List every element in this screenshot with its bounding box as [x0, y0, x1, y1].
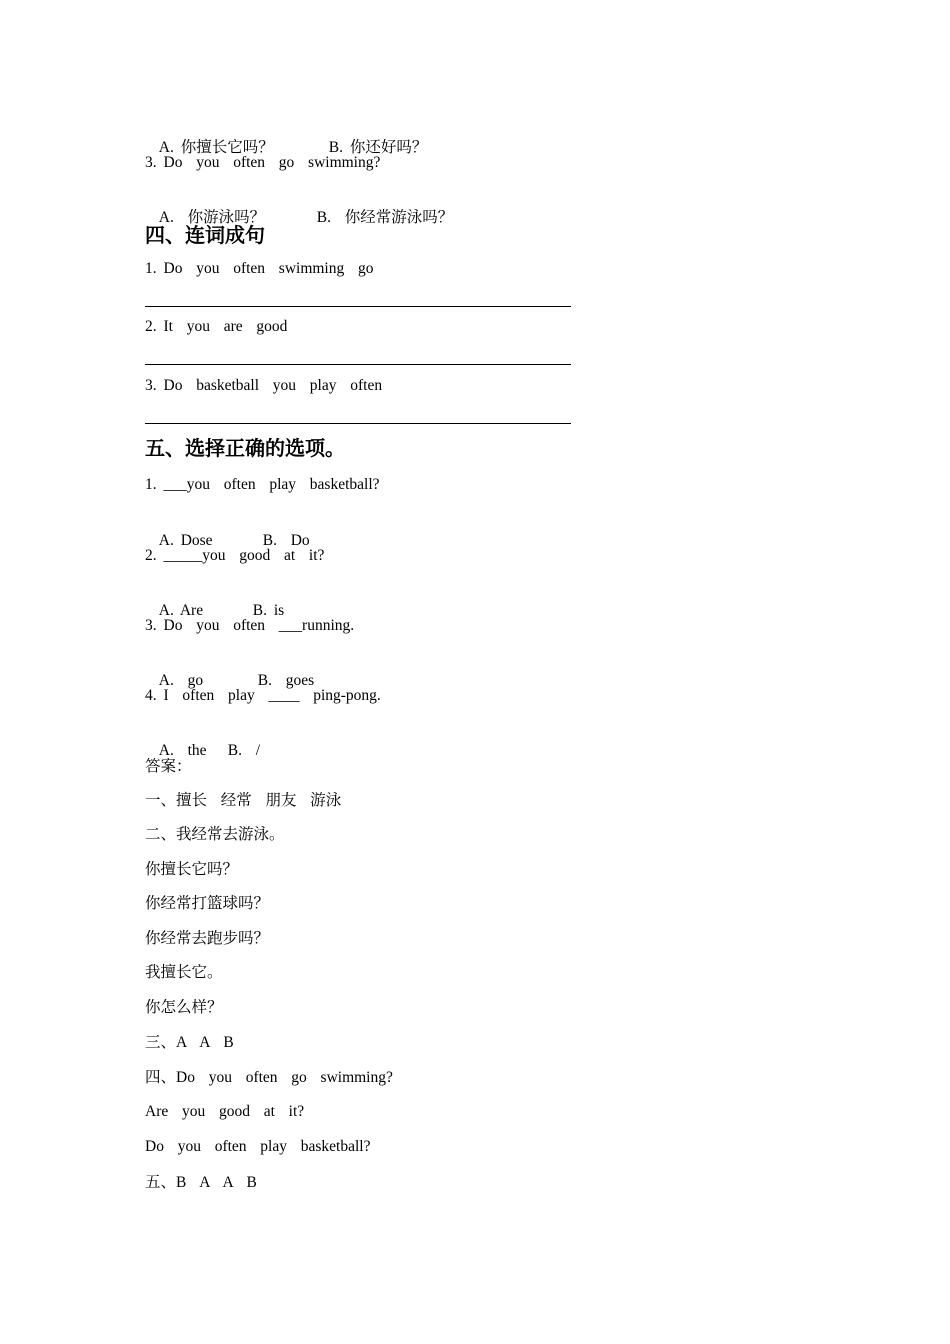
option-a: A. 你游泳吗？ [158, 209, 266, 226]
answer-line: 五、B A A B [145, 1174, 257, 1191]
part5-question-3: 3. Do you often ___running. [145, 617, 355, 634]
option-b: B. / [227, 742, 261, 759]
part5-q3-options [145, 651, 314, 691]
part3-q2-options [145, 118, 427, 158]
option-a: A. go [158, 672, 204, 689]
answer-line: Do you often play basketball? [145, 1138, 371, 1155]
answer-line: 你怎么样？ [145, 999, 223, 1016]
answer-blank-line [145, 306, 571, 307]
option-b: B. Do [262, 532, 310, 549]
option-a: A. Dose [158, 532, 213, 549]
answer-line: 我擅长它。 [145, 964, 223, 981]
part5-q2-options [145, 581, 284, 621]
answer-line: 你经常打篮球吗？ [145, 895, 270, 912]
answer-line: 三、A A B [145, 1034, 234, 1051]
part4-item-1: 1. Do you often swimming go [145, 260, 374, 277]
part4-heading: 四、连词成句 [145, 223, 265, 247]
part5-question-4: 4. I often play ____ ping-pong. [145, 687, 381, 704]
answer-blank-line [145, 364, 571, 365]
part3-question-3: 3. Do you often go swimming? [145, 154, 381, 171]
part4-item-3: 3. Do basketball you play often [145, 377, 383, 394]
option-b: B. 你经常游泳吗？ [316, 209, 454, 226]
option-a: A. 你擅长它吗？ [158, 139, 274, 156]
option-b: B. goes [257, 672, 315, 689]
part5-heading: 五、选择正确的选项。 [145, 436, 345, 460]
option-b: B. is [252, 602, 285, 619]
answer-line: 一、擅长 经常 朋友 游泳 [145, 792, 342, 809]
part4-item-2: 2. It you are good [145, 318, 288, 335]
answers-title: 答案： [145, 758, 192, 775]
answer-line: 二、我经常去游泳。 [145, 826, 285, 843]
part5-question-2: 2. _____you good at it? [145, 547, 325, 564]
part5-q4-options [145, 721, 260, 761]
option-a: A. the [158, 742, 207, 759]
answer-blank-line [145, 423, 571, 424]
answer-line: Are you good at it? [145, 1103, 305, 1120]
answer-line: 四、Do you often go swimming? [145, 1069, 393, 1086]
option-b: B. 你还好吗？ [328, 139, 428, 156]
option-a: A. Are [158, 602, 204, 619]
answer-line: 你擅长它吗？ [145, 861, 239, 878]
part5-question-1: 1. ___you often play basketball? [145, 476, 380, 493]
part5-q1-options [145, 511, 310, 551]
answer-line: 你经常去跑步吗？ [145, 930, 270, 947]
